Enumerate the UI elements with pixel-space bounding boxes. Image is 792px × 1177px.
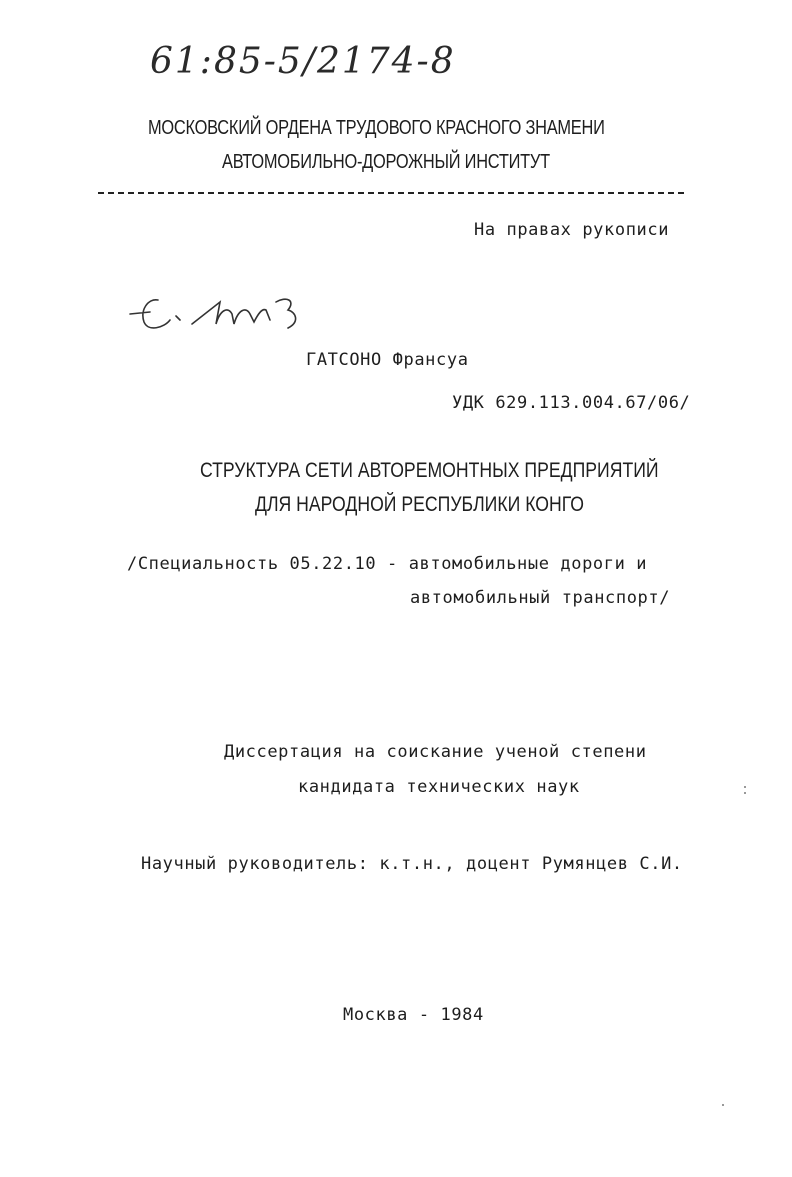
manuscript-note: На правах рукописи xyxy=(474,220,670,240)
institution-line-1: МОСКОВСКИЙ ОРДЕНА ТРУДОВОГО КРАСНОГО ЗНАМЕНИ xyxy=(148,117,605,139)
scan-speck xyxy=(744,786,746,788)
scan-speck xyxy=(722,1104,724,1106)
udc-code: УДК 629.113.004.67/06/ xyxy=(452,393,691,413)
title-line-1: СТРУКТУРА СЕТИ АВТОРЕМОНТНЫХ ПРЕДПРИЯТИЙ xyxy=(200,459,659,482)
institution-line-2: АВТОМОБИЛЬНО-ДОРОЖНЫЙ ИНСТИТУТ xyxy=(222,151,550,173)
specialty-line-2: автомобильный транспорт/ xyxy=(410,588,671,608)
degree-line-2: кандидата технических наук xyxy=(298,777,580,797)
scan-speck xyxy=(744,792,746,794)
degree-line-1: Диссертация на соискание ученой степени xyxy=(224,742,647,762)
signature xyxy=(120,280,320,340)
title-line-2: ДЛЯ НАРОДНОЙ РЕСПУБЛИКИ КОНГО xyxy=(255,493,585,516)
archive-code: 61:85-5/2174-8 xyxy=(150,41,456,82)
specialty-line-1: /Специальность 05.22.10 - автомобильные дороги и xyxy=(127,554,648,574)
author-name: ГАТСОНО Франсуа xyxy=(306,350,469,370)
separator-line xyxy=(98,192,684,194)
place-year: Москва - 1984 xyxy=(343,1005,484,1025)
supervisor: Научный руководитель: к.т.н., доцент Румянцев С.И. xyxy=(141,854,683,874)
